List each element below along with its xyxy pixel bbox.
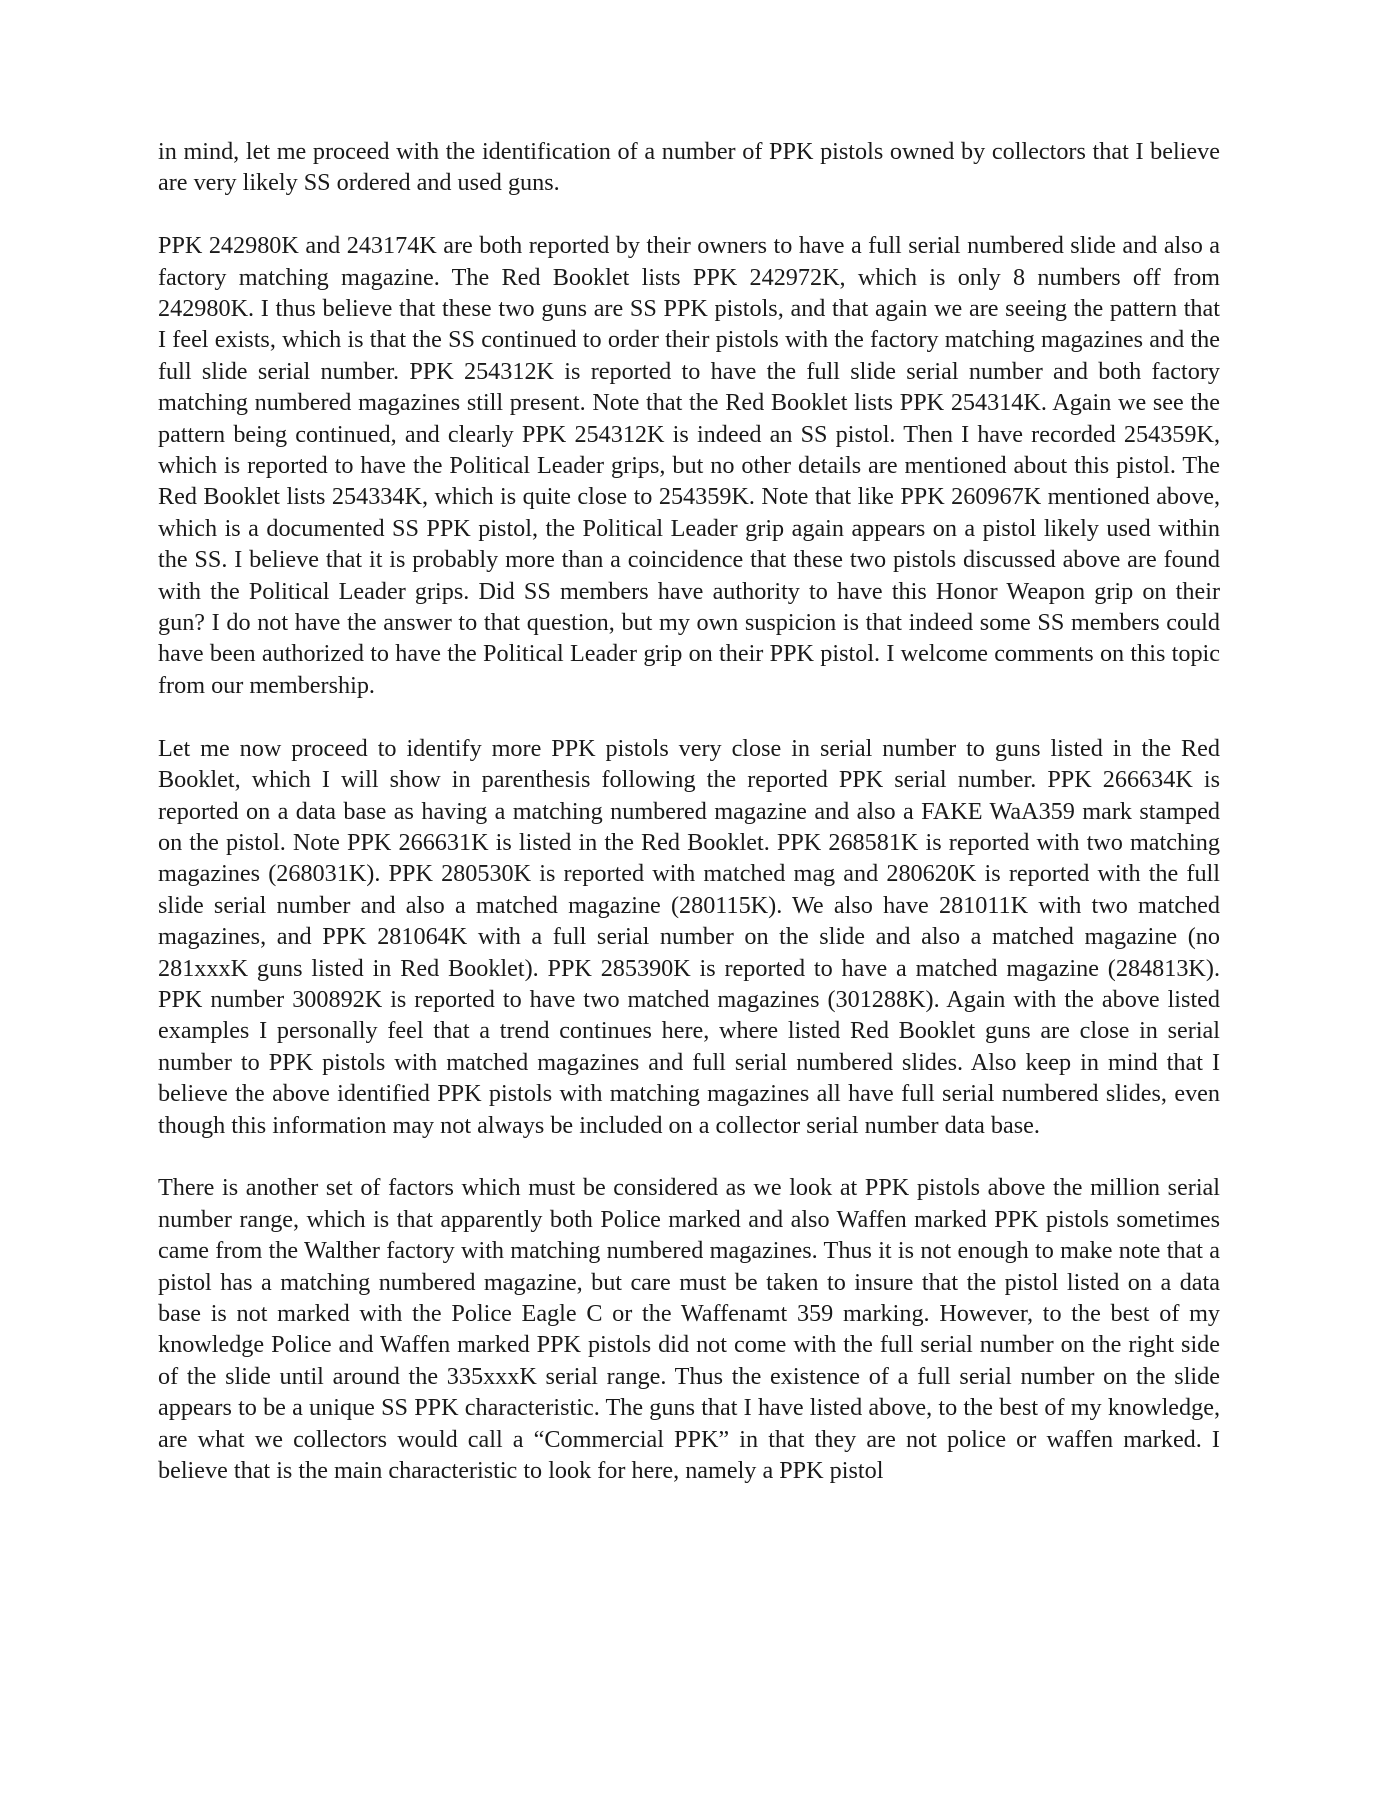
paragraph-serial-242980k: PPK 242980K and 243174K are both reported by their owners to have a full serial numbered slide and also a factory matching magazine. The Red Booklet lists PPK 242972K, which is only 8 numbers off from 242980K. I thus believe that these two guns are SS PPK pistols, and that again we are seeing the pattern that I feel exists, which is that the SS continued to order their pistols with the factory matching magazines and the full slide serial number. PPK 254312K is reported to have the full slide serial number and both factory matching numbered magazines still present. Note that the Red Booklet lists PPK 254314K. Again we see the pattern being continued, and clearly PPK 254312K is indeed an SS pistol. Then I have recorded 254359K, which is reported to have the Political Leader grips, but no other details are mentioned about this pistol. The Red Booklet lists 254334K, which is quite close to 254359K. Note that like PPK 260967K mentioned above, which is a documented SS PPK pistol, the Political Leader grip again appears on a pistol likely used within the SS. I believe that it is probably more than a coincidence that these two pistols discussed above are found with the Political Leader grips. Did SS members have authority to have this Honor Weapon grip on their gun? I do not have the answer to that question, but my own suspicion is that indeed some SS members could have been authorized to have the Political Leader grip on their PPK pistol. I welcome comments on this topic from our membership. bbox=[158, 232, 1220, 699]
paragraph-other-factors: There is another set of factors which must be considered as we look at PPK pistols above the million serial number range, which is that apparently both Police marked and also Waffen marked PPK pistols sometimes came from the Walther factory with matching numbered magazines. Thus it is not enough to make note that a pistol has a matching numbered magazine, but care must be taken to insure that the pistol listed on a data base is not marked with the Police Eagle C or the Waffenamt 359 marking. However, to the best of my knowledge Police and Waffen marked PPK pistols did not come with the full serial number on the right side of the slide until around the 335xxxK serial range. Thus the existence of a full serial number on the slide appears to be a unique SS PPK characteristic. The guns that I have listed above, to the best of my knowledge, are what we collectors would call a “Commercial PPK” in that they are not police or waffen marked. I believe that is the main characteristic to look for here, namely a PPK pistol bbox=[158, 1174, 1220, 1485]
paragraph-intro: in mind, let me proceed with the identification of a number of PPK pistols owned by collectors that I believe are very likely SS ordered and used guns. bbox=[158, 138, 1220, 197]
paragraph-red-booklet-comparison: Let me now proceed to identify more PPK pistols very close in serial number to guns listed in the Red Booklet, which I will show in parenthesis following the reported PPK serial number. PPK 266634K is reported on a data base as having a matching numbered magazine and also a FAKE WaA359 mark stamped on the pistol. Note PPK 266631K is listed in the Red Booklet. PPK 268581K is reported with two matching magazines (268031K). PPK 280530K is reported with matched mag and 280620K is reported with the full slide serial number and also a matched magazine (280115K). We also have 281011K with two matched magazines, and PPK 281064K with a full serial number on the slide and also a matched magazine (no 281xxxK guns listed in Red Booklet). PPK 285390K is reported to have a matched magazine (284813K). PPK number 300892K is reported to have two matched magazines (301288K). Again with the above listed examples I personally feel that a trend continues here, where listed Red Booklet guns are close in serial number to PPK pistols with matched magazines and full serial numbered slides. Also keep in mind that I believe the above identified PPK pistols with matching magazines all have full serial numbered slides, even though this information may not always be included on a collector serial number data base. bbox=[158, 734, 1220, 1139]
document-page bbox=[158, 136, 1220, 1486]
